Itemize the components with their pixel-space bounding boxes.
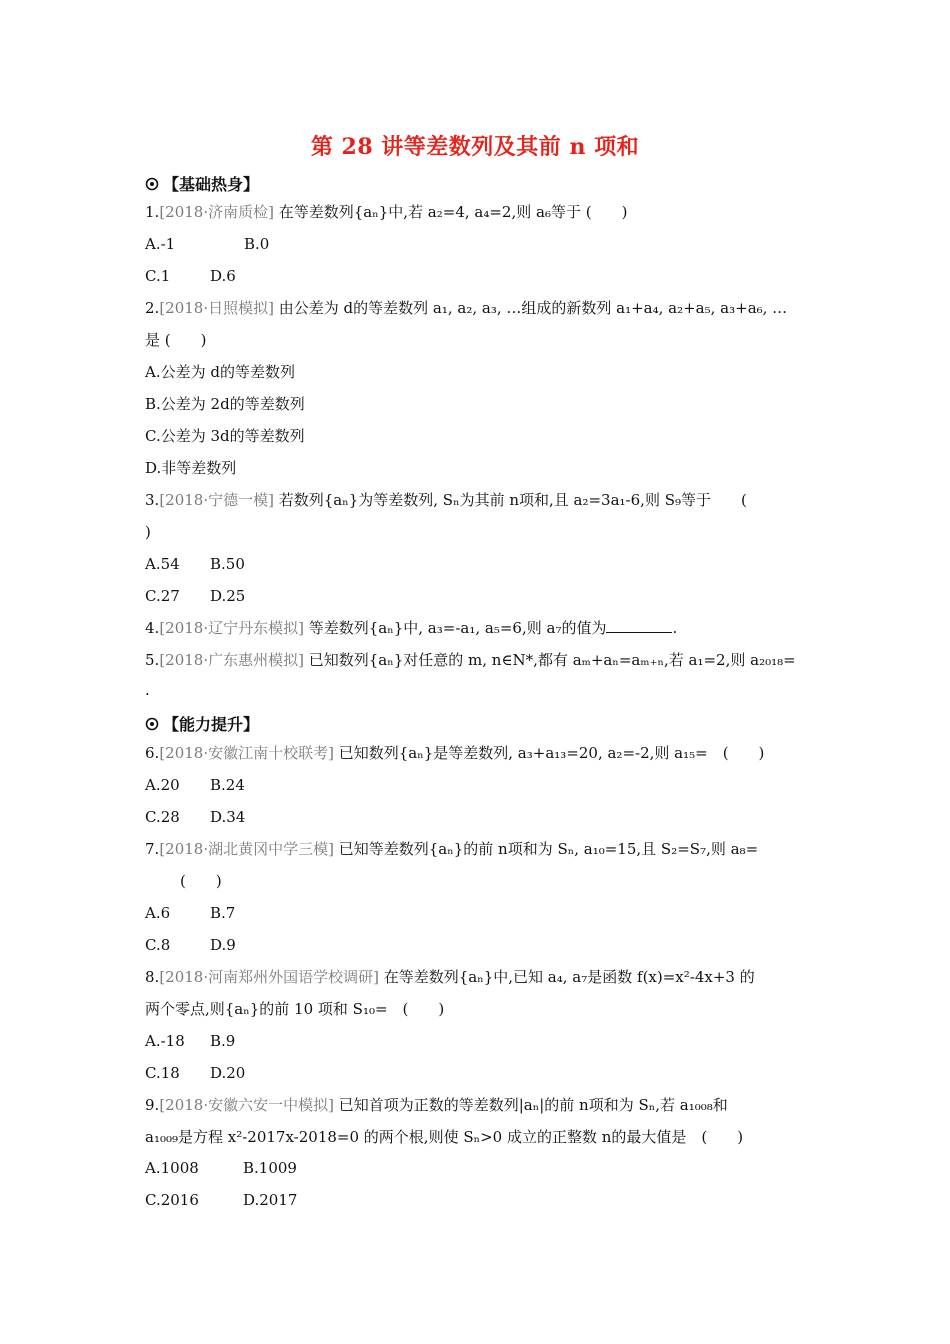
option-b: B.公差为 2d的等差数列 [145, 395, 305, 413]
question-source: [2018·湖北黄冈中学三模] [159, 840, 334, 858]
option-d: D.9 [210, 936, 236, 954]
question-5: 5.[2018·广东惠州模拟] 已知数列{aₙ}对任意的 m, n∈N*,都有 aₘ+aₙ=aₘ₊ₙ,若 a₁=2,则 a₂₀₁₈= [145, 651, 796, 669]
question-8-options-cd [145, 1063, 246, 1083]
question-source: [2018·日照模拟] [159, 299, 274, 317]
bullseye-icon [145, 717, 159, 731]
answer-blank[interactable] [606, 618, 672, 633]
option-c: C.2016 [145, 1191, 199, 1209]
question-6-options-cd [145, 807, 246, 827]
option-b: B.9 [210, 1032, 236, 1050]
question-source: [2018·安徽六安一中模拟] [159, 1096, 334, 1114]
option-b: B.24 [210, 776, 245, 794]
section-heading-basic [145, 172, 259, 195]
option-a: A.20 [145, 776, 180, 794]
option-a: A.6 [145, 904, 171, 922]
option-d: D.非等差数列 [145, 459, 237, 477]
option-d: D.20 [210, 1064, 246, 1082]
option-b: B.0 [244, 235, 270, 253]
bullseye-icon [145, 177, 159, 191]
question-source: [2018·宁德一模] [159, 491, 274, 509]
option-a: A.公差为 d的等差数列 [145, 363, 295, 381]
question-2: 2.[2018·日照模拟] 由公差为 d的等差数列 a₁, a₂, a₃, …组成的新数列 a₁+a₄, a₂+a₅, a₃+a₆, … [145, 299, 788, 317]
question-3-options-cd [145, 586, 246, 606]
option-c: C.27 [145, 587, 180, 605]
option-b: B.7 [210, 904, 236, 922]
question-8-cont: 两个零点,则{aₙ}的前 10 项和 S₁₀= ( ) [145, 1000, 445, 1018]
option-d: D.6 [210, 267, 236, 285]
option-c: C.1 [145, 267, 171, 285]
question-7: 7.[2018·湖北黄冈中学三模] 已知等差数列{aₙ}的前 n项和为 Sₙ, a₁₀=15,且 S₂=S₇,则 a₈= [145, 840, 759, 858]
option-c: C.28 [145, 808, 180, 826]
option-a: A.54 [145, 555, 180, 573]
question-7-options-ab [145, 903, 236, 923]
section-heading-advanced [145, 712, 259, 735]
question-1: 1.[2018·济南质检] 在等差数列{aₙ}中,若 a₂=4, a₄=2,则 a₆等于 ( ) [145, 203, 628, 221]
question-3: 3.[2018·宁德一模] 若数列{aₙ}为等差数列, Sₙ为其前 n项和,且 a₂=3a₁-6,则 S₉等于 ( [145, 491, 747, 509]
question-9-options-cd [145, 1190, 298, 1210]
question-6-options-ab [145, 775, 245, 795]
option-b: B.50 [210, 555, 245, 573]
section-title: 【能力提升】 [163, 715, 260, 734]
question-source: [2018·济南质检] [159, 203, 274, 221]
option-a: A.1008 [145, 1159, 199, 1177]
page-title: 第 28 讲等差数列及其前 n 项和 [310, 134, 640, 160]
question-2-cont: 是 ( ) [145, 331, 207, 349]
question-source: [2018·河南郑州外国语学校调研] [159, 968, 379, 986]
option-a: A.-1 [145, 235, 176, 253]
question-7-options-cd [145, 935, 236, 955]
option-a: A.-18 [145, 1032, 185, 1050]
question-9: 9.[2018·安徽六安一中模拟] 已知首项为正数的等差数列|aₙ|的前 n项和为 Sₙ,若 a₁₀₀₈和 [145, 1096, 728, 1114]
option-d: D.2017 [243, 1191, 298, 1209]
question-7-cont: ( ) [180, 872, 222, 890]
option-c: C.公差为 3d的等差数列 [145, 427, 305, 445]
question-9-cont: a₁₀₀₉是方程 x²-2017x-2018=0 的两个根,则使 Sₙ>0 成立的正整数 n的最大值是 ( ) [145, 1128, 744, 1146]
question-source: [2018·安徽江南十校联考] [159, 744, 334, 762]
option-c: C.8 [145, 936, 171, 954]
question-3-options-ab [145, 554, 245, 574]
question-1-options-ab [145, 234, 270, 254]
question-1-options-cd [145, 266, 236, 286]
question-5-cont: . [145, 681, 150, 699]
question-source: [2018·辽宁丹东模拟] [159, 619, 304, 637]
question-8: 8.[2018·河南郑州外国语学校调研] 在等差数列{aₙ}中,已知 a₄, a₇是函数 f(x)=x²-4x+3 的 [145, 968, 755, 986]
option-c: C.18 [145, 1064, 180, 1082]
question-6: 6.[2018·安徽江南十校联考] 已知数列{aₙ}是等差数列, a₃+a₁₃=20, a₂=-2,则 a₁₅= ( ) [145, 744, 765, 762]
question-9-options-ab [145, 1158, 297, 1178]
option-b: B.1009 [243, 1159, 297, 1177]
option-d: D.34 [210, 808, 246, 826]
question-source: [2018·广东惠州模拟] [159, 651, 304, 669]
question-8-options-ab [145, 1031, 236, 1051]
question-4: 4.[2018·辽宁丹东模拟] 等差数列{aₙ}中, a₃=-a₁, a₅=6,则 a₇的值为 . [145, 619, 678, 637]
question-3-cont: ) [145, 523, 151, 541]
section-title: 【基础热身】 [163, 175, 260, 194]
option-d: D.25 [210, 587, 246, 605]
